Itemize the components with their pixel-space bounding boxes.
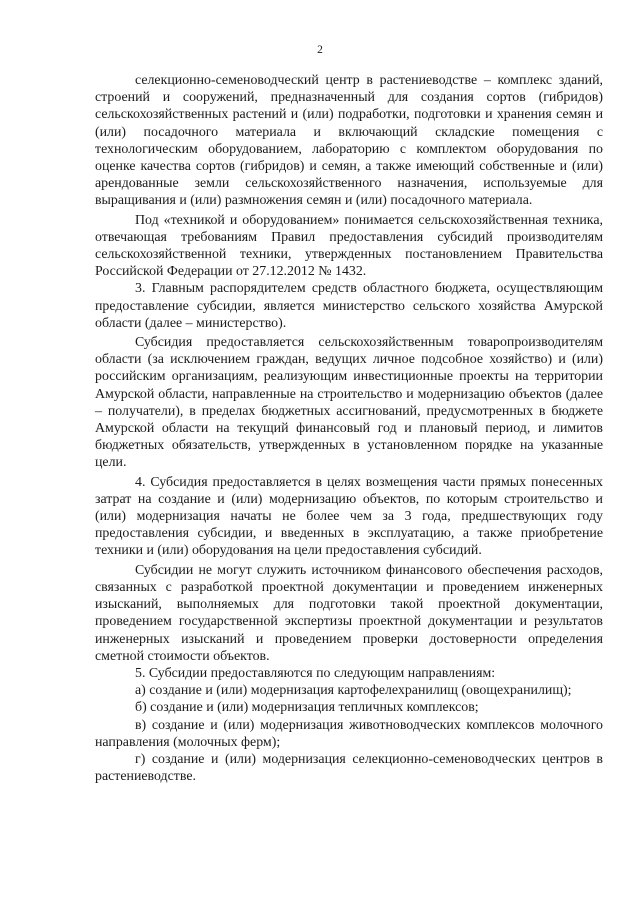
paragraph-clause-4: 4. Субсидия предоставляется в целях возмещения части прямых понесенных затрат на создание и (или) модернизацию объектов, по которым строительство и (или) модернизация начаты не более чем за 3 года, предшествующих году предоставления субсидии, и введенных в эксплуатацию, а также приобретение техники и (или) оборудования на цели предоставления субсидий.: [95, 474, 603, 559]
page-number: 2: [317, 44, 323, 56]
list-item-a: а) создание и (или) модернизация картофелехранилищ (овощехранилищ);: [135, 683, 572, 699]
paragraph-clause-5: 5. Субсидии предоставляются по следующим направлениям:: [135, 665, 496, 681]
document-body: [95, 72, 603, 785]
paragraph-clause-3: 3. Главным распорядителем средств областного бюджета, осуществляющим предоставление субсидии, является министерство сельского хозяйства Амурской области (далее – министерство).: [95, 281, 603, 331]
paragraph-subsidy-recipients: Субсидия предоставляется сельскохозяйственным товаропроизводителям области (за исключением граждан, ведущих личное подсобное хозяйство) и (или) российским организациям, реализующим инвестиционные проекты на территории Амурской области, направленные на строительство и модернизацию объектов (далее – получатели), в пределах бюджетных ассигнований, предусмотренных в бюджете Амурской области на текущий финансовый год и плановый период, и лимитов бюджетных обязательств, утвержденных в установленном порядке на указанные цели.: [95, 335, 603, 471]
paragraph-equipment-definition: Под «техникой и оборудованием» понимается сельскохозяйственная техника, отвечающая требованиям Правил предоставления субсидий производителям сельскохозяйственной техники, утвержденных постановлением Правительства Российской Федерации от 27.12.2012 № 1432.: [95, 212, 603, 280]
list-item-g: г) создание и (или) модернизация селекционно-семеноводческих центров в растениеводстве.: [95, 751, 603, 785]
paragraph-center-definition: селекционно-семеноводческий центр в растениеводстве – комплекс зданий, строений и сооружений, предназначенный для создания сортов (гибридов) сельскохозяйственных растений и (или) подработки, подготовки и хранения семян и (или) посадочного материала и включающий складские помещения с технологическим оборудованием, лабораторию с комплектом оборудования по оценке качества сортов (гибридов) и семян, а также имеющий собственные и (или) арендованные земли сельскохозяйственного назначения, используемые для выращивания и (или) размножения семян и (или) посадочного материала.: [95, 73, 603, 209]
paragraph-subsidy-restrictions: Субсидии не могут служить источником финансового обеспечения расходов, связанных с разработкой проектной документации и проведением инженерных изысканий, выполняемых для подготовки такой проектной документации, проведением государственной экспертизы проектной документации и результатов инженерных изысканий и проведением проверки достоверности определения сметной стоимости объектов.: [95, 562, 603, 664]
list-item-v: в) создание и (или) модернизация животноводческих комплексов молочного направления (молочных ферм);: [95, 717, 603, 750]
list-item-b: б) создание и (или) модернизация тепличных комплексов;: [135, 700, 479, 716]
